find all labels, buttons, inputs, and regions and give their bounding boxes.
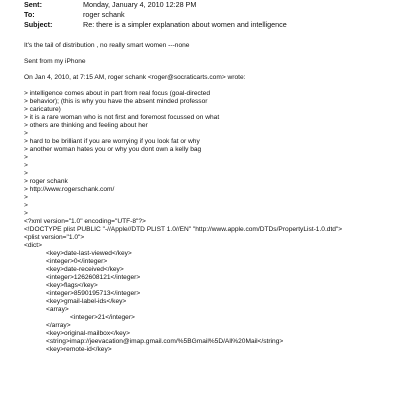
xml-line: <array> xyxy=(46,306,69,313)
quoted-line: > xyxy=(24,170,28,177)
quoted-line: > xyxy=(24,194,28,201)
quoted-line: > xyxy=(24,154,28,161)
body-line: On Jan 4, 2010, at 7:15 AM, roger schank <roger@socraticarts.com> wrote: xyxy=(24,74,246,81)
xml-line: <key>date-last-viewed</key> xyxy=(46,250,132,257)
subject-label: Subject: xyxy=(24,20,53,29)
sent-value: Monday, January 4, 2010 12:28 PM xyxy=(83,0,197,9)
subject-value: Re: there is a simpler explanation about women and intelligence xyxy=(83,20,287,29)
xml-line: <integer>21</integer> xyxy=(70,314,135,321)
xml-line: <key>remote-id</key> xyxy=(46,346,112,353)
xml-line: <key>gmail-label-ids</key> xyxy=(46,298,127,305)
quoted-line: > intelligence comes about in part from real focus (goal-directed xyxy=(24,90,211,97)
quoted-line: > hard to be brilliant if you are worrying if you look fat or why xyxy=(24,138,200,145)
xml-line: <dict> xyxy=(24,242,42,249)
xml-line: </array> xyxy=(46,322,71,329)
quoted-line: > it is a rare woman who is not first and foremost focussed on what xyxy=(24,114,220,121)
xml-line: <string>imap://jeevacation@imap.gmail.com/%5BGmail%5D/All%20Mail</string> xyxy=(46,338,284,345)
to-label: To: xyxy=(24,10,35,19)
quoted-line: > others are thinking and feeling about her xyxy=(24,122,148,129)
xml-line: <plist version="1.0"> xyxy=(24,234,85,241)
quoted-line: > roger schank xyxy=(24,178,68,185)
quoted-line: > caricature) xyxy=(24,106,61,113)
quoted-line: > another woman hates you or why you dont own a kelly bag xyxy=(24,146,202,153)
quoted-line: > http://www.rogerschank.com/ xyxy=(24,186,115,193)
xml-line: <key>date-received</key> xyxy=(46,266,124,273)
xml-line: <?xml version="1.0" encoding="UTF-8"?> xyxy=(24,218,146,225)
body-line: Sent from my iPhone xyxy=(24,58,86,65)
xml-line: <integer>0</integer> xyxy=(46,258,108,265)
xml-line: <key>original-mailbox</key> xyxy=(46,330,130,337)
xml-line: <integer>1262608121</integer> xyxy=(46,274,141,281)
body-line: It's the tail of distribution , no really smart women ---none xyxy=(24,42,190,49)
xml-line: <!DOCTYPE plist PUBLIC "-//Apple//DTD PLIST 1.0//EN" "http://www.apple.com/DTDs/PropertyList-1.0.dtd"> xyxy=(24,226,343,233)
quoted-line: > xyxy=(24,130,28,137)
to-value: roger schank xyxy=(83,10,125,19)
quoted-line: > xyxy=(24,210,28,217)
quoted-line: > behavior); (this is why you have the absent minded professor xyxy=(24,98,208,105)
sent-label: Sent: xyxy=(24,0,42,9)
quoted-line: > xyxy=(24,202,28,209)
quoted-line: > xyxy=(24,162,28,169)
xml-line: <integer>8590195713</integer> xyxy=(46,290,141,297)
xml-line: <key>flags</key> xyxy=(46,282,98,289)
